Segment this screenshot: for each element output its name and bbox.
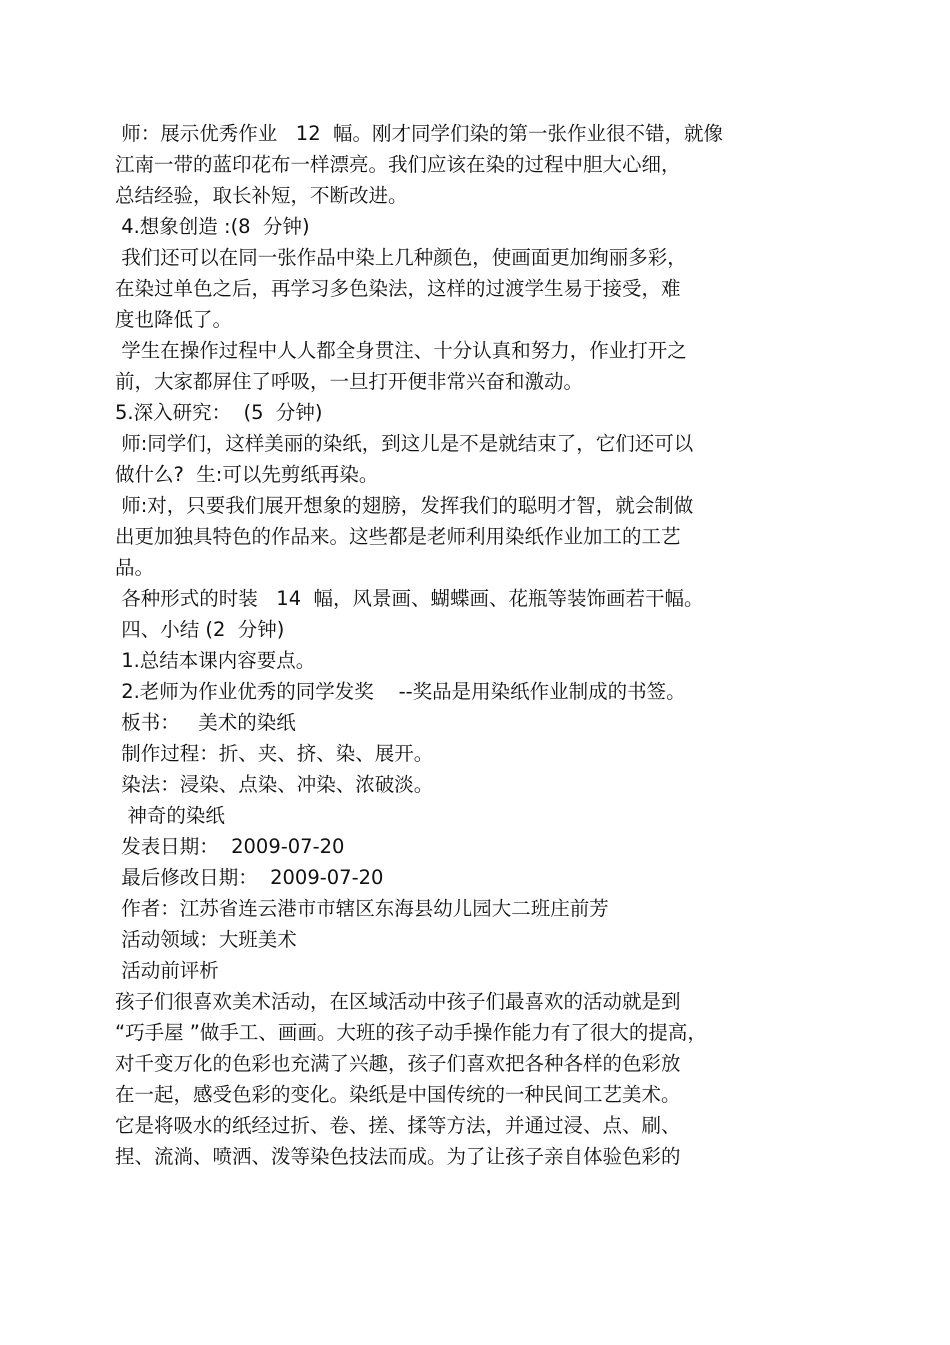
activity-domain: 活动领域：大班美术 [115,928,297,951]
text-line: 它是将吸水的纸经过折、卷、搓、揉等方法，并通过浸、点、刷、 [115,1114,681,1137]
section-heading: 活动前评析 [115,959,219,982]
text-line: 做什么? 生:可以先剪纸再染。 [115,463,379,486]
text-line: 前，大家都屏住了呼吸，一旦打开便非常兴奋和激动。 [115,370,584,393]
text-line: 对千变万化的色彩也充满了兴趣，孩子们喜欢把各种各样的色彩放 [115,1052,681,1075]
text-line: 江南一带的蓝印花布一样漂亮。我们应该在染的过程中胆大心细， [115,153,681,176]
text-line: 在染过单色之后，再学习多色染法，这样的过渡学生易于接受，难 [115,277,681,300]
text-line: 品。 [115,556,155,579]
text-line: 度也降低了。 [115,308,233,331]
text-line: 2.老师为作业优秀的同学发奖 --奖品是用染纸作业制成的书签。 [115,680,686,703]
text-line: 制作过程：折、夹、挤、染、展开。 [115,742,434,765]
document-body [115,118,835,1172]
text-line: 学生在操作过程中人人都全身贯注、十分认真和努力，作业打开之 [115,339,687,362]
section-heading: 四、小结 (2 分钟) [115,618,285,641]
modified-date: 最后修改日期： 2009-07-20 [115,866,384,889]
text-line: 各种形式的时装 14 幅，风景画、蝴蝶画、花瓶等装饰画若干幅。 [115,587,704,610]
text-line: 师:对，只要我们展开想象的翅膀，发挥我们的聪明才智，就会制做 [115,494,694,517]
text-line: 捏、流淌、喷洒、泼等染色技法而成。为了让孩子亲自体验色彩的 [115,1145,681,1168]
author: 作者：江苏省连云港市市辖区东海县幼儿园大二班庄前芳 [115,897,609,920]
text-line: 我们还可以在同一张作品中染上几种颜色，使画面更加绚丽多彩， [115,246,687,269]
text-line: 师：展示优秀作业 12 幅。刚才同学们染的第一张作业很不错，就像 [115,122,724,145]
text-line: 在一起，感受色彩的变化。染纸是中国传统的一种民间工艺美术。 [115,1083,681,1106]
article-title: 神奇的染纸 [115,804,225,827]
text-line: 师:同学们，这样美丽的染纸，到这儿是不是就结束了，它们还可以 [115,432,694,455]
text-line: 染法：浸染、点染、冲染、浓破淡。 [115,773,434,796]
publish-date: 发表日期： 2009-07-20 [115,835,345,858]
text-line: 孩子们很喜欢美术活动，在区域活动中孩子们最喜欢的活动就是到 [115,990,681,1013]
text-line: 总结经验，取长补短，不断改进。 [115,184,408,207]
text-line: “巧手屋 ”做手工、画画。大班的孩子动手操作能力有了很大的提高， [115,1021,707,1044]
text-line: 1.总结本课内容要点。 [115,649,316,672]
text-line: 板书： 美术的染纸 [115,711,296,734]
section-heading: 4.想象创造 :(8 分钟) [115,215,310,238]
text-line: 出更加独具特色的作品来。这些都是老师利用染纸作业加工的工艺 [115,525,681,548]
section-heading: 5.深入研究： (5 分钟) [115,401,323,424]
